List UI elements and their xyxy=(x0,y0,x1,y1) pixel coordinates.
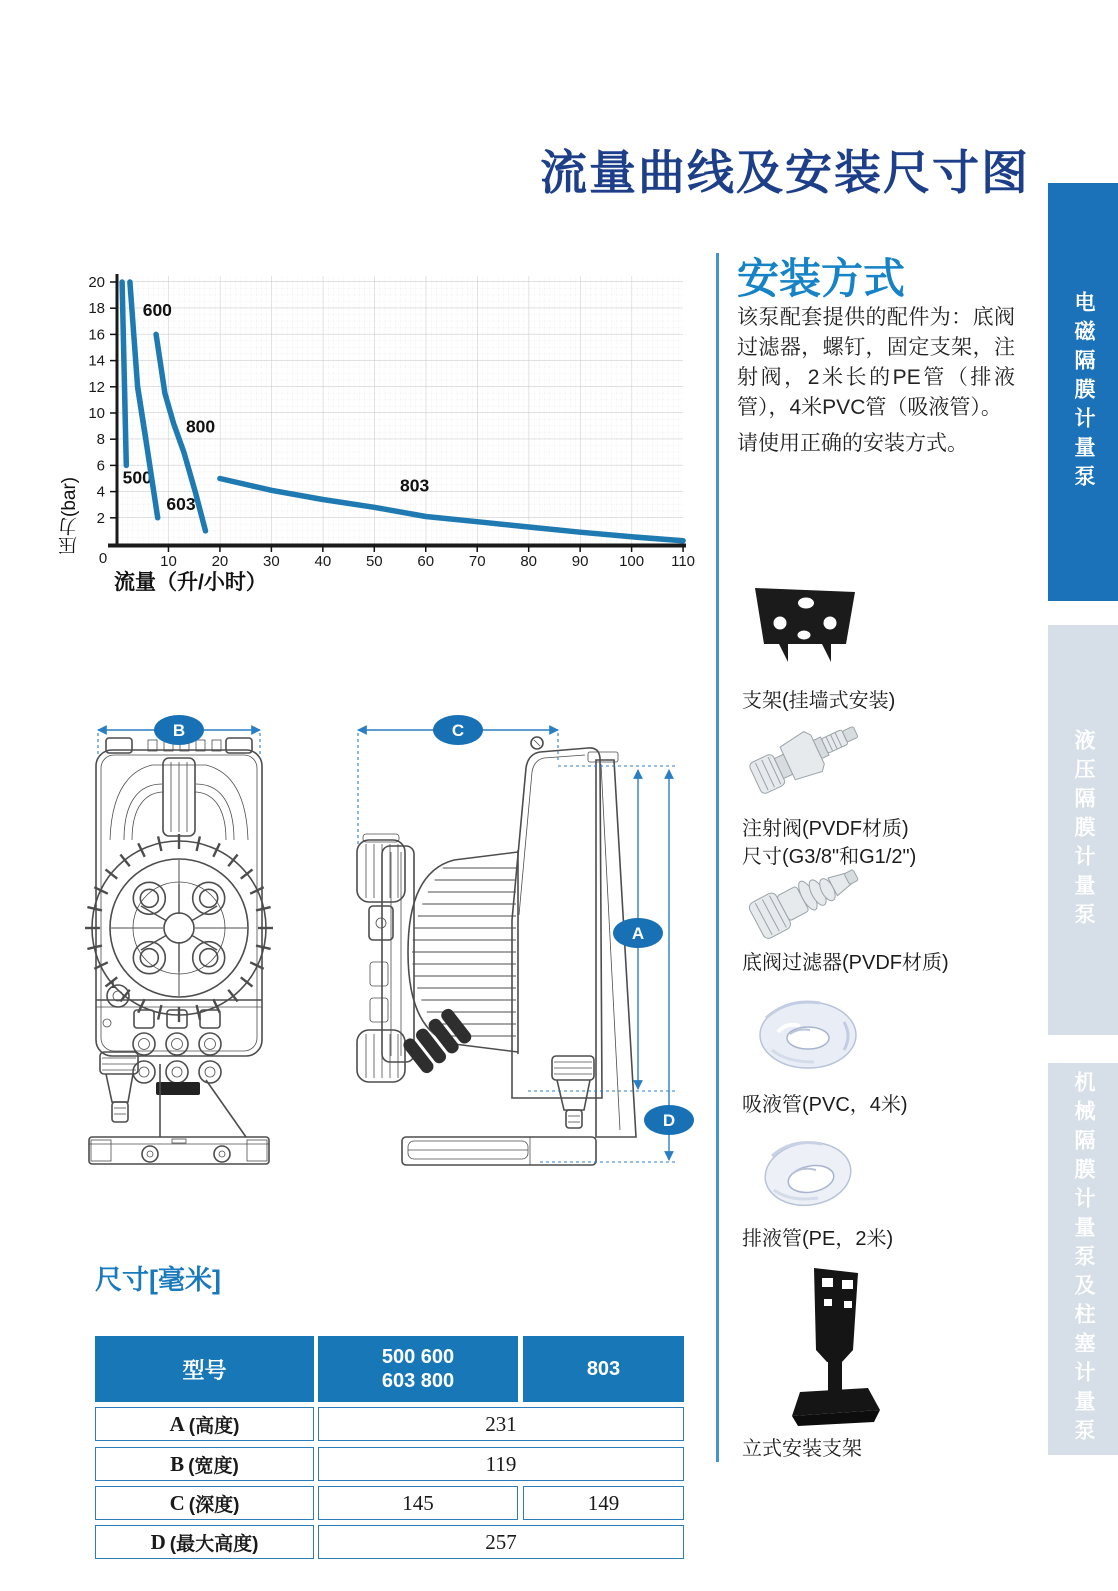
chart-major-grid xyxy=(117,276,683,545)
floor-stand-caption: 立式安装支架 xyxy=(742,1438,862,1460)
svg-text:80: 80 xyxy=(520,553,538,570)
discharge-tube-caption: 排液管(PE，2米) xyxy=(742,1228,894,1250)
dim-letter-d: D xyxy=(150,1529,166,1554)
svg-text:2: 2 xyxy=(96,509,105,527)
svg-text:C: C xyxy=(451,721,465,740)
dimensions-table xyxy=(95,1336,684,1561)
svg-text:90: 90 xyxy=(571,553,589,570)
svg-text:16: 16 xyxy=(88,326,105,344)
svg-text:70: 70 xyxy=(468,553,486,570)
svg-text:0: 0 xyxy=(98,550,108,567)
svg-text:40: 40 xyxy=(314,553,332,570)
page-title: 流量曲线及安装尺寸图 xyxy=(540,146,1030,199)
svg-text:10: 10 xyxy=(160,553,177,570)
install-body-text: 该泵配套提供的配件为：底阀过滤器，螺钉，固定支架，注射阀，2米长的PE管（排液管），4米PVC管（吸液管）。 xyxy=(737,306,1015,419)
floor-stand-icon xyxy=(782,1266,887,1431)
x-axis-title: 流量（升/小时） xyxy=(114,571,267,594)
svg-text:110: 110 xyxy=(671,553,696,570)
svg-text:B: B xyxy=(172,721,186,740)
table-header-500-800 xyxy=(318,1336,518,1402)
svg-text:20: 20 xyxy=(88,274,105,291)
floor-stand-image xyxy=(782,1266,887,1436)
sidebar-tab-label: 液压隔膜计量泵 xyxy=(1072,728,1095,932)
sidebar-tab-hydraulic-diaphragm-pump[interactable] xyxy=(1048,625,1118,1035)
install-note-text: 请使用正确的安装方式。 xyxy=(737,432,968,455)
table-row-c-value-2: 149 xyxy=(523,1486,684,1520)
svg-text:603: 603 xyxy=(166,493,196,514)
svg-text:10: 10 xyxy=(88,405,105,422)
svg-text:600: 600 xyxy=(142,300,172,321)
discharge-tube-icon xyxy=(748,1130,868,1218)
sidebar-tab-label: 机械隔膜计量泵及柱塞计量泵 xyxy=(1072,1070,1095,1448)
dim-name-c: (深度) xyxy=(188,1494,240,1516)
table-row-a-label xyxy=(95,1407,314,1441)
suction-tube-image xyxy=(748,988,868,1088)
svg-text:20: 20 xyxy=(211,553,229,570)
svg-text:14: 14 xyxy=(88,352,105,370)
suction-tube-caption: 吸液管(PVC，4米) xyxy=(742,1094,908,1116)
pump-side-view xyxy=(357,737,636,1165)
vertical-divider xyxy=(716,253,719,1462)
svg-text:800: 800 xyxy=(185,416,216,437)
svg-text:4: 4 xyxy=(96,483,105,501)
svg-text:60: 60 xyxy=(417,553,435,570)
table-header-model: 型号 xyxy=(95,1336,314,1402)
svg-text:1: 1 xyxy=(110,980,116,991)
table-row-b-value: 119 xyxy=(318,1447,684,1481)
svg-text:18: 18 xyxy=(88,300,105,318)
dim-letter-b: B xyxy=(170,1451,185,1476)
dimensions-heading: 尺寸[毫米] xyxy=(95,1265,221,1295)
table-row-c-label xyxy=(95,1486,314,1520)
table-header-500-600: 500 600 xyxy=(381,1346,455,1368)
svg-text:A: A xyxy=(631,924,645,943)
suction-tube-icon xyxy=(748,988,868,1083)
svg-text:D: D xyxy=(662,1111,676,1130)
svg-text:50: 50 xyxy=(365,553,383,570)
injection-valve-image xyxy=(748,706,868,809)
flow-curve-chart xyxy=(55,258,700,608)
dim-name-b: (宽度) xyxy=(188,1455,239,1477)
table-header-803: 803 xyxy=(523,1336,684,1402)
install-section-heading: 安装方式 xyxy=(737,255,906,302)
svg-text:500: 500 xyxy=(122,467,152,488)
injection-valve-caption: 注射阀(PVDF材质) xyxy=(742,818,909,840)
injection-valve-size-caption: 尺寸(G3/8"和G1/2") xyxy=(742,846,917,868)
svg-text:6: 6 xyxy=(96,457,105,475)
table-row-b-label xyxy=(95,1447,314,1481)
foot-valve-filter-icon xyxy=(748,856,868,944)
pump-front-view xyxy=(85,738,273,1164)
sidebar-tab-solenoid-diaphragm-pump[interactable] xyxy=(1048,183,1118,601)
injection-valve-icon xyxy=(748,706,868,804)
wall-bracket-icon xyxy=(745,582,860,677)
table-row-d-label xyxy=(95,1525,314,1559)
svg-text:8: 8 xyxy=(96,431,105,449)
sidebar-tab-mechanical-diaphragm-plunger-pump[interactable] xyxy=(1048,1063,1118,1455)
table-row-a-value: 231 xyxy=(318,1407,684,1441)
table-header-603-800: 603 800 xyxy=(381,1370,455,1392)
foot-valve-caption: 底阀过滤器(PVDF材质) xyxy=(742,952,949,974)
dim-name-d: (最大高度) xyxy=(169,1533,259,1555)
svg-text:30: 30 xyxy=(263,553,280,570)
wall-bracket-image xyxy=(745,582,860,682)
sidebar-tab-label: 电磁隔膜计量泵 xyxy=(1072,290,1095,494)
y-axis-title: 压力(bar) xyxy=(59,476,80,555)
foot-valve-image xyxy=(748,856,868,949)
dim-name-a: (高度) xyxy=(188,1415,240,1437)
dim-letter-a: A xyxy=(169,1411,185,1436)
dimension-drawings xyxy=(60,700,710,1180)
wall-bracket-caption: 支架(挂墙式安装) xyxy=(742,690,896,712)
svg-text:12: 12 xyxy=(88,378,105,396)
flow-curve-svg xyxy=(55,258,700,608)
table-row-d-value: 257 xyxy=(318,1525,684,1559)
svg-text:100: 100 xyxy=(619,553,645,570)
table-row-c-value-1: 145 xyxy=(318,1486,518,1520)
svg-text:803: 803 xyxy=(400,475,430,496)
discharge-tube-image xyxy=(748,1130,868,1223)
dim-letter-c: C xyxy=(169,1490,185,1515)
